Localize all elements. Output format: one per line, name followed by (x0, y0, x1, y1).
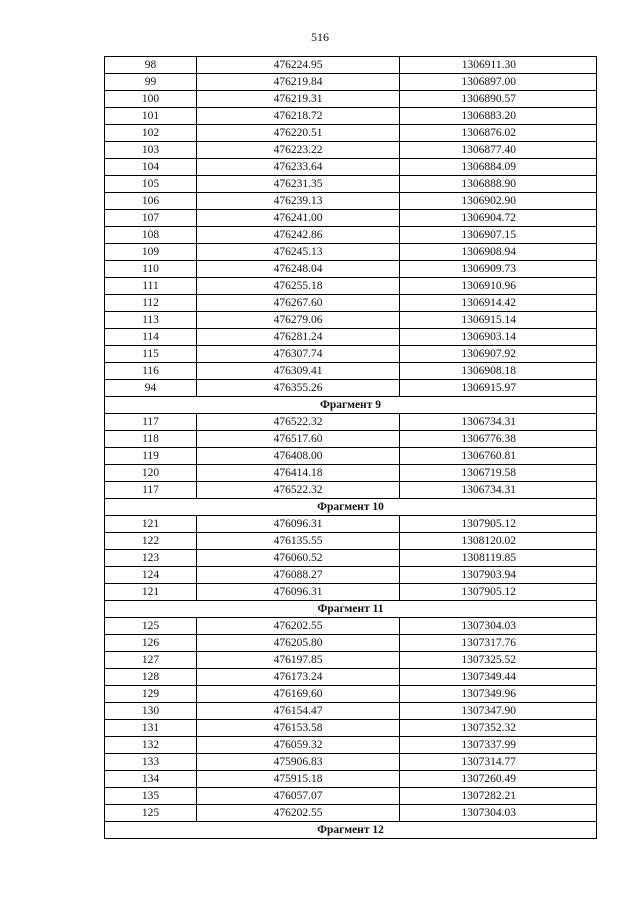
x-coordinate-cell: 476154.47 (197, 703, 400, 720)
point-number-cell: 98 (105, 57, 197, 74)
y-coordinate-cell: 1306884.09 (400, 159, 597, 176)
x-coordinate-cell: 476255.18 (197, 278, 400, 295)
x-coordinate-cell: 476233.64 (197, 159, 400, 176)
table-row (105, 142, 597, 159)
fragment-title: Фрагмент 12 (105, 822, 597, 839)
y-coordinate-cell: 1306734.31 (400, 482, 597, 499)
point-number-cell: 125 (105, 618, 197, 635)
table-row (105, 346, 597, 363)
y-coordinate-cell: 1308120.02 (400, 533, 597, 550)
point-number-cell: 130 (105, 703, 197, 720)
table-row (105, 278, 597, 295)
fragment-header-row (105, 397, 597, 414)
table-row (105, 414, 597, 431)
y-coordinate-cell: 1308119.85 (400, 550, 597, 567)
fragment-header-row (105, 601, 597, 618)
y-coordinate-cell: 1306910.96 (400, 278, 597, 295)
x-coordinate-cell: 476248.04 (197, 261, 400, 278)
x-coordinate-cell: 476517.60 (197, 431, 400, 448)
x-coordinate-cell: 476059.32 (197, 737, 400, 754)
table-row (105, 448, 597, 465)
point-number-cell: 100 (105, 91, 197, 108)
point-number-cell: 99 (105, 74, 197, 91)
table-row (105, 635, 597, 652)
fragment-title: Фрагмент 9 (105, 397, 597, 414)
y-coordinate-cell: 1306907.15 (400, 227, 597, 244)
y-coordinate-cell: 1306911.30 (400, 57, 597, 74)
point-number-cell: 110 (105, 261, 197, 278)
point-number-cell: 118 (105, 431, 197, 448)
y-coordinate-cell: 1307337.99 (400, 737, 597, 754)
y-coordinate-cell: 1306908.18 (400, 363, 597, 380)
y-coordinate-cell: 1306908.94 (400, 244, 597, 261)
x-coordinate-cell: 476219.31 (197, 91, 400, 108)
x-coordinate-cell: 476169.60 (197, 686, 400, 703)
y-coordinate-cell: 1306734.31 (400, 414, 597, 431)
y-coordinate-cell: 1307260.49 (400, 771, 597, 788)
y-coordinate-cell: 1307325.52 (400, 652, 597, 669)
table-row (105, 227, 597, 244)
table-row (105, 125, 597, 142)
table-row (105, 74, 597, 91)
y-coordinate-cell: 1307352.32 (400, 720, 597, 737)
x-coordinate-cell: 476202.55 (197, 618, 400, 635)
table-row (105, 788, 597, 805)
y-coordinate-cell: 1307347.90 (400, 703, 597, 720)
table-row (105, 380, 597, 397)
table-row (105, 771, 597, 788)
point-number-cell: 115 (105, 346, 197, 363)
x-coordinate-cell: 476205.80 (197, 635, 400, 652)
y-coordinate-cell: 1306888.90 (400, 176, 597, 193)
point-number-cell: 121 (105, 516, 197, 533)
coordinates-table (104, 56, 597, 839)
x-coordinate-cell: 476096.31 (197, 584, 400, 601)
point-number-cell: 132 (105, 737, 197, 754)
x-coordinate-cell: 476279.06 (197, 312, 400, 329)
page-number: 516 (311, 30, 329, 44)
table-row (105, 57, 597, 74)
y-coordinate-cell: 1306776.38 (400, 431, 597, 448)
y-coordinate-cell: 1307905.12 (400, 516, 597, 533)
y-coordinate-cell: 1306897.00 (400, 74, 597, 91)
y-coordinate-cell: 1306877.40 (400, 142, 597, 159)
table-row (105, 363, 597, 380)
point-number-cell: 107 (105, 210, 197, 227)
table-row (105, 584, 597, 601)
y-coordinate-cell: 1307349.44 (400, 669, 597, 686)
x-coordinate-cell: 476245.13 (197, 244, 400, 261)
fragment-header-row (105, 822, 597, 839)
table-row (105, 193, 597, 210)
x-coordinate-cell: 476223.22 (197, 142, 400, 159)
table-row (105, 567, 597, 584)
x-coordinate-cell: 476135.55 (197, 533, 400, 550)
point-number-cell: 129 (105, 686, 197, 703)
x-coordinate-cell: 476220.51 (197, 125, 400, 142)
table-row (105, 669, 597, 686)
y-coordinate-cell: 1307314.77 (400, 754, 597, 771)
table-body (105, 57, 597, 839)
x-coordinate-cell: 476231.35 (197, 176, 400, 193)
point-number-cell: 128 (105, 669, 197, 686)
table-row (105, 652, 597, 669)
x-coordinate-cell: 476408.00 (197, 448, 400, 465)
table-row (105, 618, 597, 635)
point-number-cell: 101 (105, 108, 197, 125)
table-row (105, 465, 597, 482)
table-row (105, 720, 597, 737)
point-number-cell: 122 (105, 533, 197, 550)
table-row (105, 210, 597, 227)
point-number-cell: 123 (105, 550, 197, 567)
point-number-cell: 120 (105, 465, 197, 482)
table-row (105, 533, 597, 550)
y-coordinate-cell: 1306890.57 (400, 91, 597, 108)
x-coordinate-cell: 475906.83 (197, 754, 400, 771)
point-number-cell: 106 (105, 193, 197, 210)
y-coordinate-cell: 1306914.42 (400, 295, 597, 312)
point-number-cell: 111 (105, 278, 197, 295)
point-number-cell: 124 (105, 567, 197, 584)
x-coordinate-cell: 476241.00 (197, 210, 400, 227)
table-row (105, 91, 597, 108)
fragment-title: Фрагмент 11 (105, 601, 597, 618)
point-number-cell: 131 (105, 720, 197, 737)
table-row (105, 295, 597, 312)
x-coordinate-cell: 476088.27 (197, 567, 400, 584)
y-coordinate-cell: 1307317.76 (400, 635, 597, 652)
x-coordinate-cell: 476197.85 (197, 652, 400, 669)
fragment-title: Фрагмент 10 (105, 499, 597, 516)
x-coordinate-cell: 475915.18 (197, 771, 400, 788)
y-coordinate-cell: 1307905.12 (400, 584, 597, 601)
table-row (105, 176, 597, 193)
y-coordinate-cell: 1307349.96 (400, 686, 597, 703)
y-coordinate-cell: 1306907.92 (400, 346, 597, 363)
table-row (105, 159, 597, 176)
y-coordinate-cell: 1307304.03 (400, 805, 597, 822)
y-coordinate-cell: 1306719.58 (400, 465, 597, 482)
x-coordinate-cell: 476153.58 (197, 720, 400, 737)
x-coordinate-cell: 476414.18 (197, 465, 400, 482)
point-number-cell: 108 (105, 227, 197, 244)
x-coordinate-cell: 476173.24 (197, 669, 400, 686)
y-coordinate-cell: 1306909.73 (400, 261, 597, 278)
y-coordinate-cell: 1306876.02 (400, 125, 597, 142)
y-coordinate-cell: 1306915.14 (400, 312, 597, 329)
point-number-cell: 104 (105, 159, 197, 176)
table-row (105, 805, 597, 822)
x-coordinate-cell: 476096.31 (197, 516, 400, 533)
point-number-cell: 121 (105, 584, 197, 601)
fragment-header-row (105, 499, 597, 516)
point-number-cell: 105 (105, 176, 197, 193)
point-number-cell: 114 (105, 329, 197, 346)
x-coordinate-cell: 476309.41 (197, 363, 400, 380)
point-number-cell: 116 (105, 363, 197, 380)
table-row (105, 703, 597, 720)
y-coordinate-cell: 1306760.81 (400, 448, 597, 465)
table-row (105, 686, 597, 703)
table-row (105, 108, 597, 125)
x-coordinate-cell: 476057.07 (197, 788, 400, 805)
point-number-cell: 113 (105, 312, 197, 329)
y-coordinate-cell: 1306915.97 (400, 380, 597, 397)
point-number-cell: 127 (105, 652, 197, 669)
table-row (105, 244, 597, 261)
y-coordinate-cell: 1306904.72 (400, 210, 597, 227)
point-number-cell: 109 (105, 244, 197, 261)
point-number-cell: 119 (105, 448, 197, 465)
x-coordinate-cell: 476355.26 (197, 380, 400, 397)
x-coordinate-cell: 476202.55 (197, 805, 400, 822)
point-number-cell: 134 (105, 771, 197, 788)
x-coordinate-cell: 476219.84 (197, 74, 400, 91)
point-number-cell: 117 (105, 482, 197, 499)
x-coordinate-cell: 476218.72 (197, 108, 400, 125)
x-coordinate-cell: 476267.60 (197, 295, 400, 312)
y-coordinate-cell: 1306903.14 (400, 329, 597, 346)
point-number-cell: 102 (105, 125, 197, 142)
point-number-cell: 117 (105, 414, 197, 431)
x-coordinate-cell: 476522.32 (197, 482, 400, 499)
x-coordinate-cell: 476307.74 (197, 346, 400, 363)
table-row (105, 261, 597, 278)
y-coordinate-cell: 1306902.90 (400, 193, 597, 210)
table-row (105, 737, 597, 754)
table-row (105, 516, 597, 533)
table-row (105, 550, 597, 567)
point-number-cell: 125 (105, 805, 197, 822)
y-coordinate-cell: 1307304.03 (400, 618, 597, 635)
y-coordinate-cell: 1307282.21 (400, 788, 597, 805)
point-number-cell: 94 (105, 380, 197, 397)
x-coordinate-cell: 476281.24 (197, 329, 400, 346)
x-coordinate-cell: 476060.52 (197, 550, 400, 567)
x-coordinate-cell: 476522.32 (197, 414, 400, 431)
x-coordinate-cell: 476242.86 (197, 227, 400, 244)
table-row (105, 754, 597, 771)
point-number-cell: 103 (105, 142, 197, 159)
table-row (105, 312, 597, 329)
table-row (105, 482, 597, 499)
point-number-cell: 126 (105, 635, 197, 652)
point-number-cell: 133 (105, 754, 197, 771)
x-coordinate-cell: 476224.95 (197, 57, 400, 74)
x-coordinate-cell: 476239.13 (197, 193, 400, 210)
y-coordinate-cell: 1307903.94 (400, 567, 597, 584)
point-number-cell: 112 (105, 295, 197, 312)
y-coordinate-cell: 1306883.20 (400, 108, 597, 125)
table-row (105, 431, 597, 448)
table-row (105, 329, 597, 346)
point-number-cell: 135 (105, 788, 197, 805)
